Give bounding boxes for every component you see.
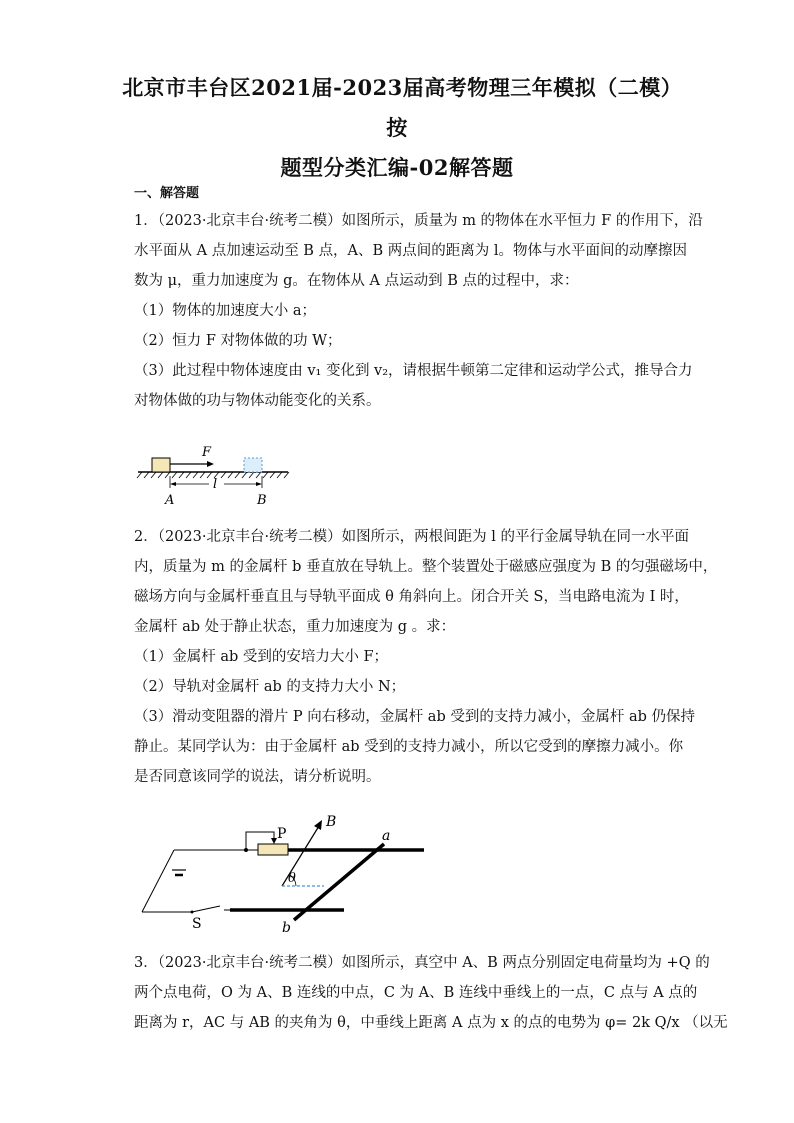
section-heading: 一、解答题	[134, 186, 200, 201]
point-a-label: A	[165, 493, 175, 508]
theta-label: θ	[288, 871, 296, 886]
question-1	[134, 206, 703, 416]
wire-left	[142, 850, 174, 912]
q2-sub-3a: （3）滑动变阻器的滑片 P 向右移动，金属杆 ab 受到的支持力减小，金属杆 ab 仍保持	[134, 709, 695, 725]
q1-sub-3a: （3）此过程中物体速度由 v₁ 变化到 v₂，请根据牛顿第二定律和运动学公式，推导合力	[134, 363, 693, 379]
q2-sub-2: （2）导轨对金属杆 ab 的支持力大小 N；	[134, 679, 406, 695]
q1-line-2: 水平面从 A 点加速运动至 B 点，A、B 两点间的距离为 l。物体与水平面间的动摩擦因	[134, 243, 688, 259]
q1-sub-2: （2）恒力 F 对物体做的功 W；	[134, 333, 342, 349]
title-line-1: 北京市丰台区2021届-2023届高考物理三年模拟（二模）按	[122, 75, 672, 140]
question-2	[134, 522, 718, 792]
q3-line-2: 两个点电荷，O 为 A、B 连线的中点，C 为 A、B 连线中垂线上的一点，C 点与 A 点的	[134, 985, 698, 1001]
point-b-label: B	[257, 493, 267, 508]
q1-line-1: 1．（2023·北京丰台·统考二模）如图所示，质量为 m 的物体在水平恒力 F 的作用下，沿	[134, 213, 703, 229]
force-arrowhead	[207, 461, 214, 467]
page-title	[120, 68, 674, 188]
q2-sub-1: （1）金属杆 ab 受到的安培力大小 F；	[134, 649, 389, 665]
rod-end-b-label: b	[282, 920, 291, 936]
block-at-a	[152, 458, 170, 472]
q3-line-3: 距离为 r，AC 与 AB 的夹角为 θ，中垂线上距离 A 点为 x 的点的电势为 φ= 2k Q/x （以无	[134, 1015, 728, 1031]
q1-figure	[134, 440, 304, 512]
b-field-label: B	[326, 814, 337, 830]
q3-line-1: 3．（2023·北京丰台·统考二模）如图所示，真空中 A、B 两点分别固定电荷量均为 +Q 的	[134, 955, 710, 971]
q1-sub-3b: 对物体做的功与物体动能变化的关系。	[134, 393, 381, 409]
q2-line-2: 内，质量为 m 的金属杆 b 垂直放在导轨上。整个装置处于磁感应强度为 B 的匀强磁场中，	[134, 559, 718, 575]
q2-figure	[134, 808, 434, 938]
block-at-b	[244, 458, 262, 472]
force-label: F	[202, 445, 212, 460]
q2-line-3: 磁场方向与金属杆垂直且与导轨平面成 θ 角斜向上。闭合开关 S，当电路电流为 I 时，	[134, 589, 689, 605]
question-3	[134, 948, 728, 1038]
switch-label: S	[192, 916, 202, 932]
q2-sub-3c: 是否同意该同学的说法，请分析说明。	[134, 769, 381, 785]
q2-line-4: 金属杆 ab 处于静止状态，重力加速度为 g 。求：	[134, 619, 456, 635]
rod-end-a-label: a	[382, 828, 391, 844]
switch-blade	[192, 906, 220, 912]
distance-label: l	[213, 477, 218, 492]
rheostat	[258, 844, 288, 855]
q1-sub-1: （1）物体的加速度大小 a；	[134, 303, 316, 319]
q1-line-3: 数为 μ，重力加速度为 g。在物体从 A 点运动到 B 点的过程中，求：	[134, 273, 579, 289]
title-line-2: 题型分类汇编-02解答题	[280, 155, 514, 180]
q2-line-1: 2．（2023·北京丰台·统考二模）如图所示，两根间距为 l 的平行金属导轨在同一水平面	[134, 529, 689, 545]
q2-sub-3b: 静止。某同学认为：由于金属杆 ab 受到的支持力减小，所以它受到的摩擦力减小。你	[134, 739, 684, 755]
slider-label: P	[277, 826, 287, 842]
